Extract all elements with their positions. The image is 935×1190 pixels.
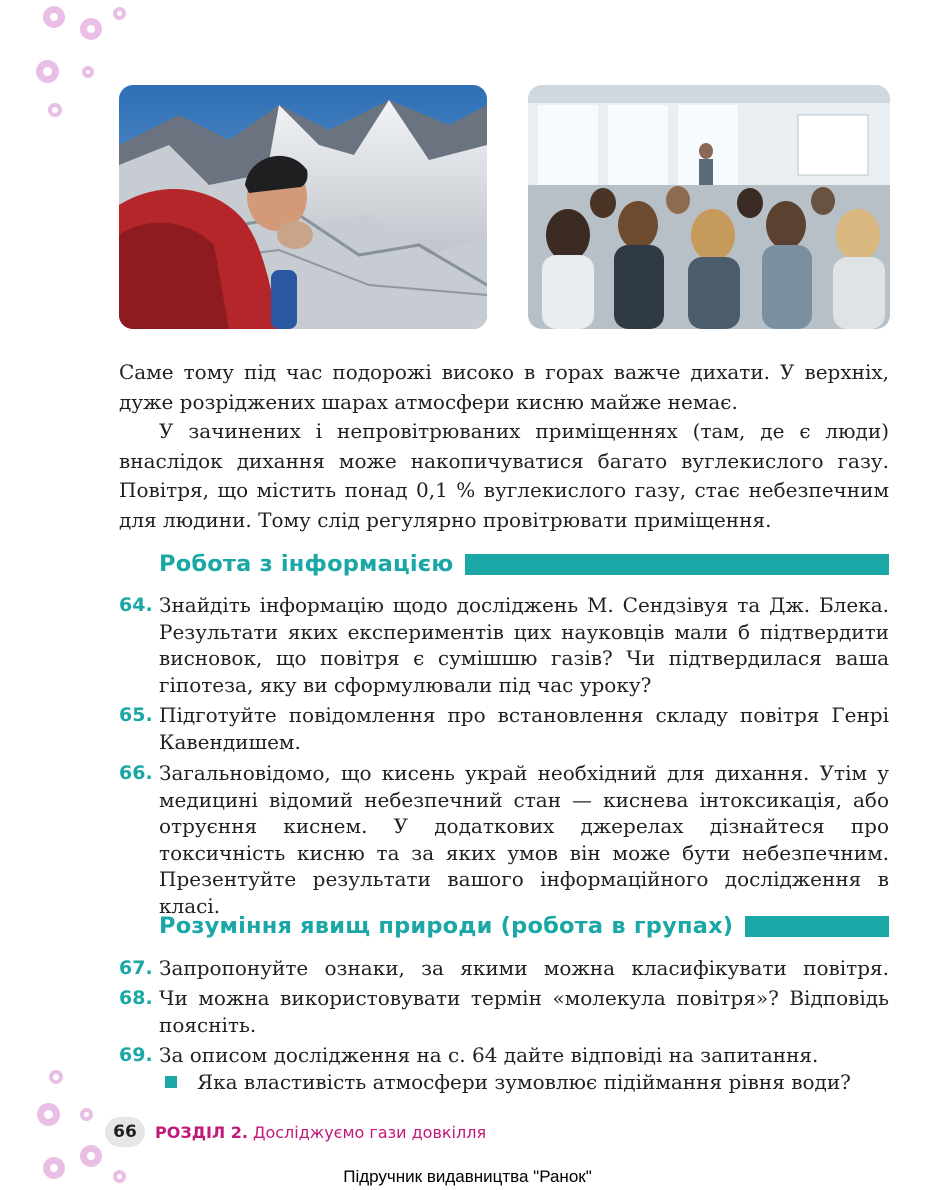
task-number: 68.	[119, 987, 153, 1009]
mountain-climber-photo	[119, 85, 487, 329]
intro-paragraph: Саме тому під час подорожі високо в горах важче дихати. У верхніх, дуже розріджених шарах атмосфери кисню майже немає.	[119, 360, 889, 414]
decor-dot-icon	[82, 66, 94, 78]
decor-dot-icon	[36, 60, 59, 83]
page-number: 66	[105, 1117, 145, 1147]
task-69-bullet	[159, 1069, 889, 1096]
task-text: Знайдіть інформацію щодо досліджень М. Сендзівуя та Дж. Блека. Результати яких експериментів цих науковців мали б підтвердити висновок, що повітря є сумішшю газів? Чи підтвердилася ваша гіпотеза, яку ви сформулювали під час уроку?	[159, 593, 889, 697]
decor-dot-icon	[80, 18, 102, 40]
bullet-text: Яка властивість атмосфери зумовлює підіймання рівня води?	[197, 1070, 851, 1094]
heading-bar-decor	[465, 554, 889, 575]
decor-dot-icon	[80, 1145, 102, 1167]
page-footer	[105, 1117, 486, 1147]
co2-paragraph: У зачинених і непровітрюваних приміщеннях (там, де є люди) внаслідок дихання може накопичуватися багато вуглекислого газу. Повітря, що містить понад 0,1 % вуглекислого газу, стає небезпечним для людини. Тому слід регулярно провітрювати приміщення.	[119, 419, 889, 532]
decor-dot-icon	[49, 1070, 63, 1084]
section-heading-nature	[159, 909, 889, 943]
task-number: 65.	[119, 704, 153, 726]
section-heading-text: Робота з інформацією	[159, 551, 454, 577]
task-66	[119, 760, 889, 919]
square-bullet-icon	[165, 1076, 177, 1088]
publisher-caption: Підручник видавництва "Ранок"	[343, 1167, 592, 1186]
seminar-audience-photo	[528, 85, 890, 329]
task-69	[119, 1042, 889, 1069]
task-68	[119, 985, 889, 1038]
task-number: 67.	[119, 957, 153, 979]
task-number: 66.	[119, 762, 153, 784]
section-heading-text: Розуміння явищ природи (робота в групах)	[159, 913, 734, 939]
task-text: Загальновідомо, що кисень украй необхідний для дихання. Утім у медицині відомий небезпечний стан — киснева інтоксикація, або отруєння киснем. У додаткових джерелах дізнайтеся про токсичність кисню та за яких умов він може бути небезпечним. Презентуйте результати вашого інформаційного дослідження в класі.	[159, 761, 889, 918]
chapter-title: Досліджуємо гази довкілля	[252, 1122, 487, 1142]
chapter-label: РОЗДІЛ 2.	[155, 1122, 248, 1142]
section-heading-information	[159, 547, 889, 581]
task-67	[119, 955, 889, 982]
task-64	[119, 592, 889, 698]
decor-dot-icon	[37, 1103, 60, 1126]
task-text: За описом дослідження на с. 64 дайте відповіді на запитання.	[159, 1043, 819, 1067]
decor-dot-icon	[48, 103, 62, 117]
task-text: Запропонуйте ознаки, за якими можна класифікувати повітря.	[159, 956, 889, 980]
task-text: Чи можна використовувати термін «молекула повітря»? Відповідь поясніть.	[159, 986, 889, 1037]
decor-dot-icon	[113, 7, 126, 20]
task-65	[119, 702, 889, 755]
task-text: Підготуйте повідомлення про встановлення складу повітря Генрі Кавендишем.	[159, 703, 889, 754]
task-number: 69.	[119, 1044, 153, 1066]
decor-dot-icon	[43, 6, 65, 28]
decor-dot-icon	[80, 1108, 93, 1121]
heading-bar-decor	[745, 916, 889, 937]
task-number: 64.	[119, 594, 153, 616]
